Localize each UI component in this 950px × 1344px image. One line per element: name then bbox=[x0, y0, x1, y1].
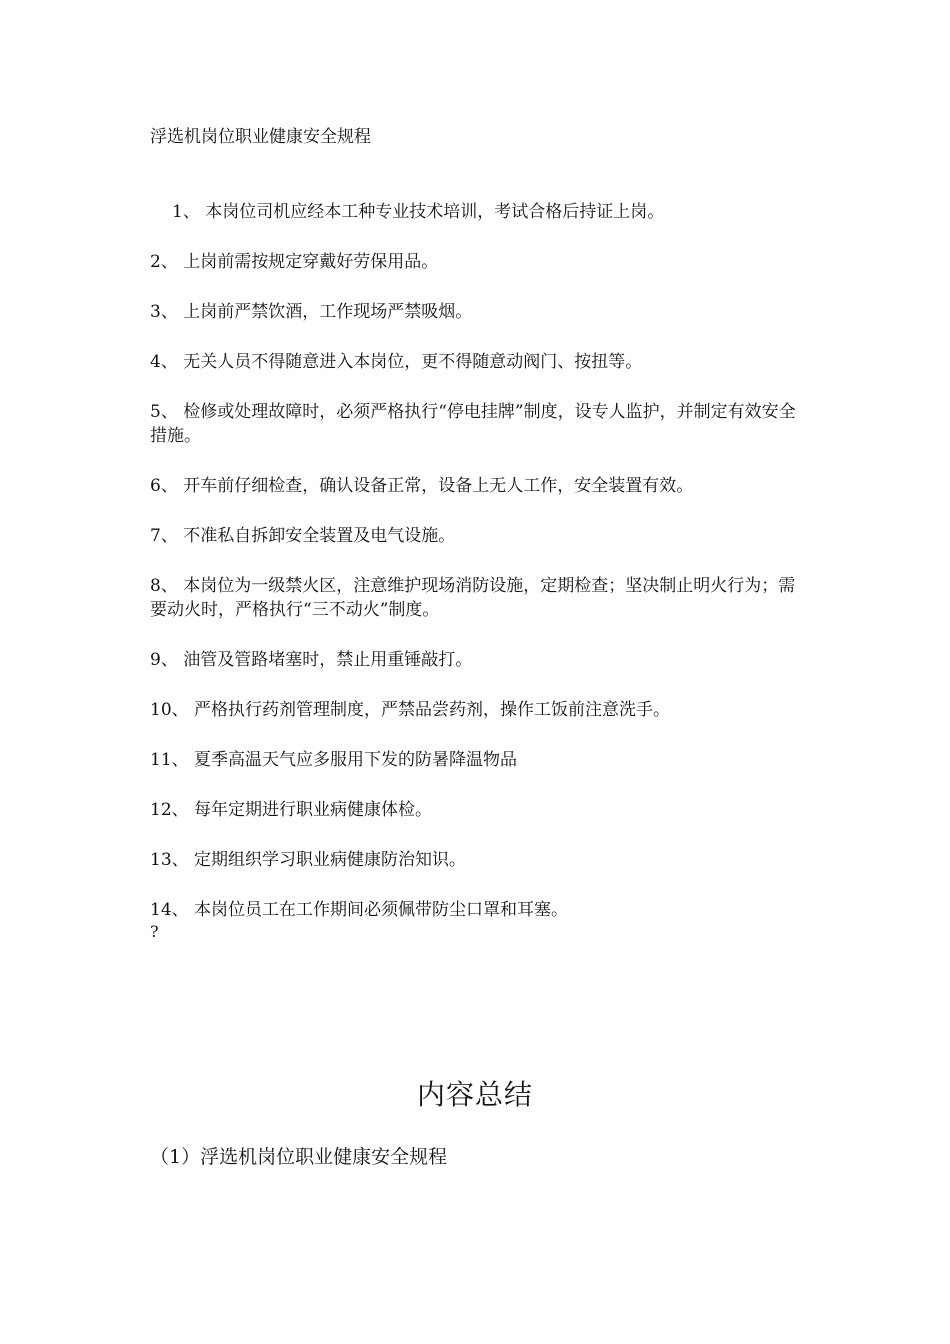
rule-item: 13、 定期组织学习职业病健康防治知识。 bbox=[150, 850, 467, 870]
rule-item: 2、 上岗前需按规定穿戴好劳保用品。 bbox=[150, 252, 439, 272]
rule-item: 7、 不准私自拆卸安全装置及电气设施。 bbox=[150, 526, 456, 546]
rule-item: 14、 本岗位员工在工作期间必须佩带防尘口罩和耳塞。 bbox=[150, 900, 569, 920]
document-title: 浮选机岗位职业健康安全规程 bbox=[150, 127, 371, 147]
rule-item: 6、 开车前仔细检查，确认设备正常，设备上无人工作，安全装置有效。 bbox=[150, 476, 694, 496]
rule-item: 4、 无关人员不得随意进入本岗位，更不得随意动阀门、按扭等。 bbox=[150, 352, 643, 372]
rule-item: 10、 严格执行药剂管理制度，严禁品尝药剂，操作工饭前注意洗手。 bbox=[150, 700, 671, 720]
rule-item: 5、 检修或处理故障时，必须严格执行“停电挂牌”制度，设专人监护，并制定有效安全措施。 bbox=[150, 402, 796, 446]
rule-item: 3、 上岗前严禁饮酒，工作现场严禁吸烟。 bbox=[150, 302, 473, 322]
summary-item: （1）浮选机岗位职业健康安全规程 bbox=[150, 1146, 448, 1168]
summary-heading: 内容总结 bbox=[416, 1078, 533, 1111]
rule-item: 12、 每年定期进行职业病健康体检。 bbox=[150, 800, 433, 820]
rule-item: 9、 油管及管路堵塞时，禁止用重锤敲打。 bbox=[150, 650, 473, 670]
rule-item: 11、 夏季高温天气应多服用下发的防暑降温物品 bbox=[150, 750, 518, 770]
stray-question-mark: ? bbox=[150, 922, 159, 941]
rule-item: 1、 本岗位司机应经本工种专业技术培训，考试合格后持证上岗。 bbox=[172, 202, 665, 222]
rule-item: 8、 本岗位为一级禁火区，注意维护现场消防设施，定期检查；坚决制止明火行为；需要动火时，严格执行“三不动火”制度。 bbox=[150, 576, 796, 620]
rules-list bbox=[150, 200, 810, 942]
